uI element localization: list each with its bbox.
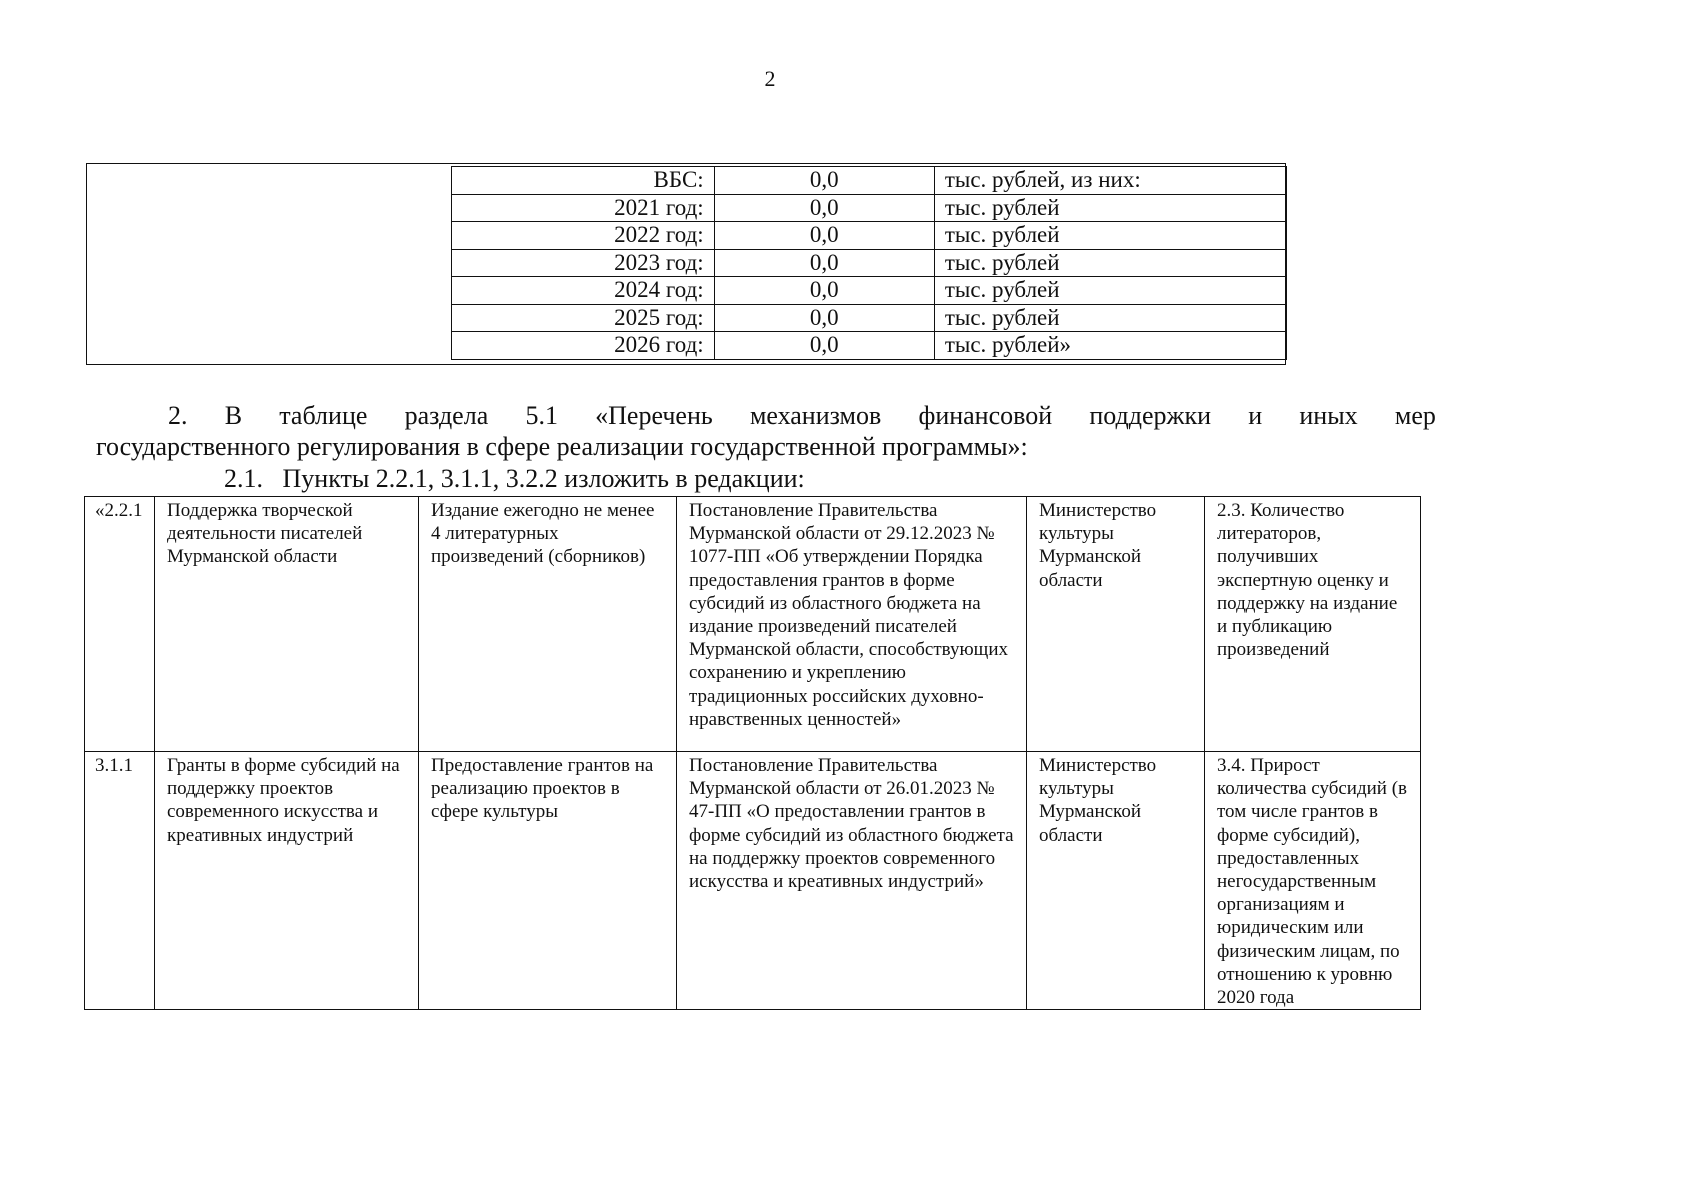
paragraph-word: и	[1248, 401, 1263, 430]
funding-row	[452, 332, 1287, 360]
paragraph-word: финансовой	[918, 401, 1053, 430]
funding-amount: 0,0	[714, 222, 934, 250]
paragraph-word: 5.1	[525, 401, 558, 430]
measure-legal-act: Постановление Правительства Мурманской области от 26.01.2023 № 47-ПП «О предоставлении грантов в форме субсидий из областного бюджета на поддержку проектов современного искусства и креативных индустрий»	[677, 752, 1027, 1010]
funding-label: ВБС:	[452, 167, 715, 195]
funding-amount: 0,0	[714, 167, 934, 195]
measure-number: «2.2.1	[85, 497, 155, 752]
funding-label: 2024 год:	[452, 277, 715, 305]
funding-unit: тыс. рублей	[934, 304, 1286, 332]
funding-amount: 0,0	[714, 194, 934, 222]
paragraph-word: «Перечень	[595, 401, 713, 430]
funding-row	[452, 222, 1287, 250]
measure-executor: Министерство культуры Мурманской области	[1027, 497, 1205, 752]
paragraph-line-1	[96, 400, 1436, 431]
funding-amount: 0,0	[714, 277, 934, 305]
paragraph-word: раздела	[404, 401, 489, 430]
measures-table	[84, 496, 1421, 1010]
funding-label: 2022 год:	[452, 222, 715, 250]
funding-unit: тыс. рублей	[934, 194, 1286, 222]
table-row	[85, 497, 1421, 752]
measure-number: 3.1.1	[85, 752, 155, 1010]
funding-row	[452, 167, 1287, 195]
funding-table	[86, 163, 1286, 365]
funding-unit: тыс. рублей	[934, 249, 1286, 277]
funding-row	[452, 249, 1287, 277]
funding-label: 2025 год:	[452, 304, 715, 332]
funding-row	[452, 194, 1287, 222]
measure-executor: Министерство культуры Мурманской области	[1027, 752, 1205, 1010]
measure-name: Гранты в форме субсидий на поддержку проектов современного искусства и креативных индустрий	[155, 752, 419, 1010]
measure-name: Поддержка творческой деятельности писателей Мурманской области	[155, 497, 419, 752]
paragraph-line-2: государственного регулирования в сфере реализации государственной программы»:	[96, 432, 1028, 461]
measure-legal-act: Постановление Правительства Мурманской области от 29.12.2023 № 1077-ПП «Об утверждении Порядка предоставления грантов в форме субсидий из областного бюджета на издание произведений писателей Мурманской области, способствующих сохранению и укреплению традиционных российских духовно-нравственных ценностей»	[677, 497, 1027, 752]
funding-amount: 0,0	[714, 304, 934, 332]
page-number: 2	[764, 66, 776, 91]
paragraph-word: механизмов	[749, 401, 882, 430]
measure-description: Издание ежегодно не менее 4 литературных произведений (сборников)	[419, 497, 677, 752]
funding-unit: тыс. рублей	[934, 222, 1286, 250]
funding-row	[452, 277, 1287, 305]
funding-unit: тыс. рублей»	[934, 332, 1286, 360]
paragraph-word: мер	[1394, 401, 1436, 430]
funding-grid	[451, 166, 1287, 360]
measure-indicator: 3.4. Прирост количества субсидий (в том числе грантов в форме субсидий), предоставленных негосударственным организациям и юридическим или физическим лицам, по отношению к уровню 2020 года	[1205, 752, 1421, 1010]
paragraph-word: таблице	[279, 401, 368, 430]
funding-unit: тыс. рублей	[934, 277, 1286, 305]
funding-label: 2023 год:	[452, 249, 715, 277]
funding-label: 2026 год:	[452, 332, 715, 360]
funding-label: 2021 год:	[452, 194, 715, 222]
funding-amount: 0,0	[714, 249, 934, 277]
table-row	[85, 752, 1421, 1010]
paragraph-word: поддержки	[1089, 401, 1212, 430]
measure-description: Предоставление грантов на реализацию проектов в сфере культуры	[419, 752, 677, 1010]
paragraph-word: В	[224, 401, 243, 430]
measure-indicator: 2.3. Количество литераторов, получивших экспертную оценку и поддержку на издание и публикацию произведений	[1205, 497, 1421, 752]
paragraph-word: 2.	[168, 401, 188, 430]
funding-unit: тыс. рублей, из них:	[934, 167, 1286, 195]
subitem-heading: 2.1. Пункты 2.2.1, 3.1.1, 3.2.2 изложить в редакции:	[224, 464, 805, 493]
funding-amount: 0,0	[714, 332, 934, 360]
paragraph-word: иных	[1299, 401, 1358, 430]
funding-row	[452, 304, 1287, 332]
